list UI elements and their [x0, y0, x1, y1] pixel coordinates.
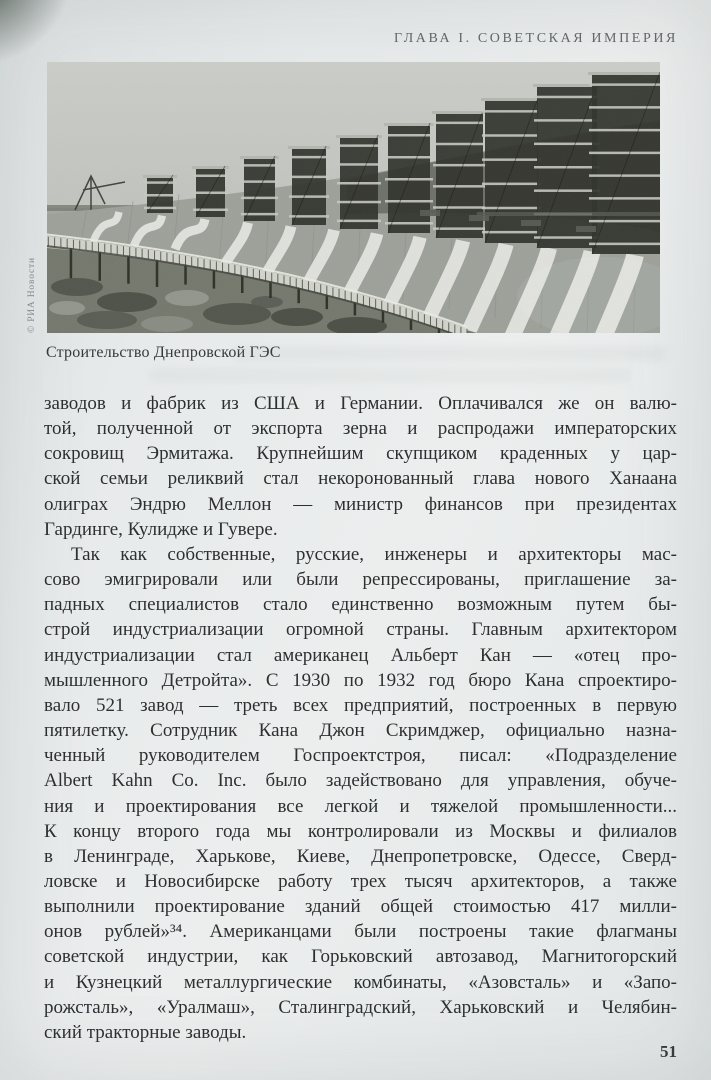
body-line: и Кузнецкий металлургические комбинаты, «Азовсталь» и «Запо- — [44, 971, 677, 993]
body-line: вало 521 завод — треть всех предприятий, построенных в первую — [44, 694, 677, 716]
body-line: мышленного Детройта». С 1930 по 1932 год бюро Кана спроектиро- — [44, 669, 677, 691]
body-line: олиграх Эндрю Меллон — министр финансов при президентах — [44, 493, 677, 515]
body-line: Albert Kahn Co. Inc. было задействовано для управления, обуче- — [44, 770, 677, 792]
body-line: ловске и Новосибирске работу трех тысяч архитекторов, а также — [44, 870, 677, 892]
photo-dnieper-dam-construction — [47, 62, 660, 333]
body-line: сово эмигрировали или были репрессированы, приглашение за- — [44, 569, 677, 591]
body-line: строй индустриализации огромной страны. Главным архитектором — [44, 619, 677, 641]
body-line: Так как собственные, русские, инженеры и архитекторы мас- — [71, 543, 677, 565]
body-line: индустриализации стал американец Альберт Кан — «отец про- — [44, 644, 677, 666]
body-line: заводов и фабрик из США и Германии. Оплачивался же он валю- — [44, 393, 677, 414]
body-line: ченный руководителем Госпроектстроя, писал: «Подразделение — [44, 745, 677, 767]
body-line: падных специалистов стало единственно возможным путем бы- — [44, 594, 677, 616]
body-line: ской семьи реликвий стал некоронованный глава нового Ханаана — [44, 468, 677, 490]
photo-caption: Строительство Днепровской ГЭС — [46, 344, 281, 361]
body-line: в Ленинграде, Харькове, Киеве, Днепропетровске, Одессе, Сверд- — [44, 845, 677, 867]
page-showthrough-smudge — [235, 347, 665, 360]
body-line: Гардинге, Кулидже и Гувере. — [44, 518, 278, 540]
chapter-running-head: ГЛАВА I. СОВЕТСКАЯ ИМПЕРИЯ — [394, 31, 678, 46]
body-line: онов рублей»³⁴. Американцами были построены такие флагманы — [44, 921, 677, 943]
body-line: советской индустрии, как Горьковский автозавод, Магнитогорский — [44, 946, 677, 968]
body-line: пятилетку. Сотрудник Кана Джон Скримджер, официально назна- — [44, 720, 677, 742]
body-line: К концу второго года мы контролировали из Москвы и филиалов — [44, 820, 677, 842]
body-line: рожсталь», «Уралмаш», Сталинградский, Харьковский и Челябин- — [44, 996, 677, 1018]
body-line: ский тракторные заводы. — [44, 1021, 247, 1043]
body-line: сокровищ Эрмитажа. Крупнейшим скупщиком краденных у цар- — [44, 443, 677, 465]
page-number: 51 — [660, 1042, 677, 1061]
body-line: выполнили проектирование зданий общей стоимостью 417 милли- — [44, 896, 677, 918]
page-showthrough-smudge — [150, 369, 630, 382]
photo-figure — [47, 62, 660, 333]
photo-credit: © РИА Новости — [27, 257, 37, 333]
body-line: ния и проектирования все легкой и тяжелой промышленности... — [44, 795, 677, 817]
body-line: той, полученной от экспорта зерна и распродажи императорских — [44, 418, 677, 440]
body-text — [44, 391, 677, 1045]
